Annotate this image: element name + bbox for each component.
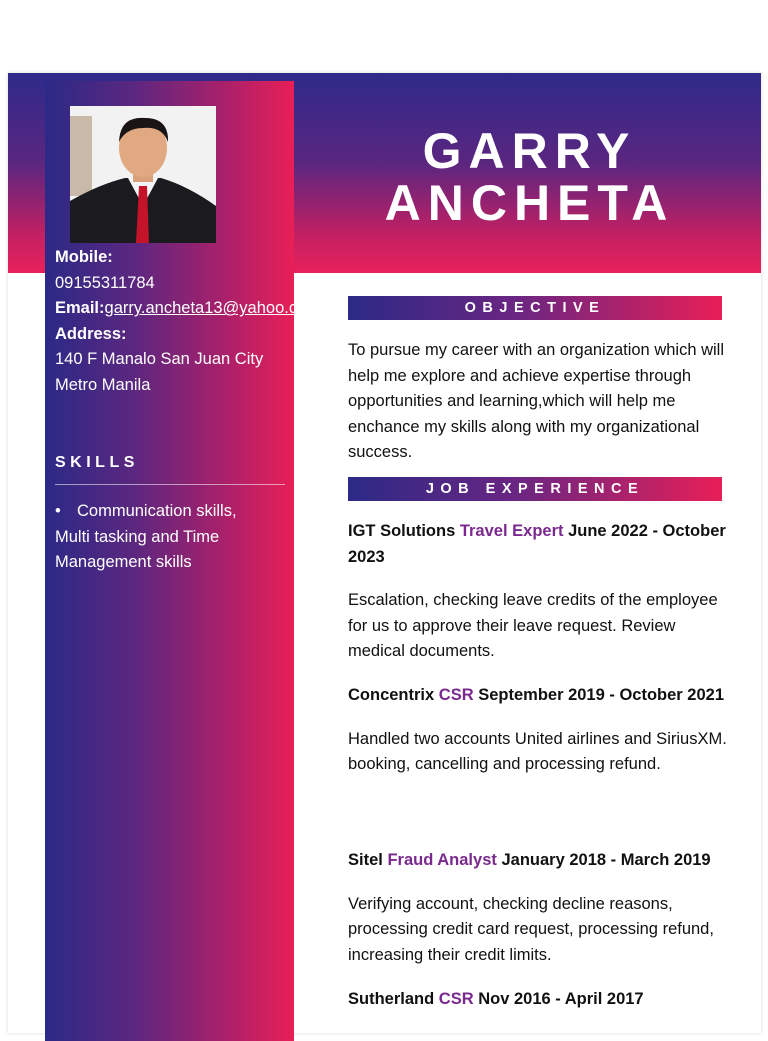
email-row bbox=[55, 296, 321, 322]
job-dates: January 2018 - March 2019 bbox=[501, 851, 711, 869]
objective-heading: OBJECTIVE bbox=[348, 296, 722, 320]
skills-item-text: Communication skills, bbox=[77, 502, 237, 520]
job-dates: Nov 2016 - April 2017 bbox=[478, 990, 644, 1008]
mobile-label: Mobile: bbox=[55, 248, 113, 266]
job-entry-4 bbox=[348, 987, 728, 1013]
skills-item-line-3: Management skills bbox=[55, 553, 192, 572]
job-header bbox=[348, 683, 728, 709]
mobile-number: 09155311784 bbox=[55, 273, 155, 292]
job-role: CSR bbox=[438, 990, 474, 1008]
job-entry-3 bbox=[348, 848, 728, 968]
job-experience-heading: JOB EXPERIENCE bbox=[348, 477, 722, 501]
job-description: Verifying account, checking decline reasons, processing credit card request, processing refund, increasing their credit limits. bbox=[348, 894, 714, 964]
job-company: IGT Solutions bbox=[348, 522, 456, 540]
email-label: Email: bbox=[55, 299, 105, 318]
job-header bbox=[348, 519, 728, 570]
job-company: Concentrix bbox=[348, 686, 435, 704]
candidate-name bbox=[298, 125, 761, 229]
skills-heading: SKILLS bbox=[55, 454, 139, 471]
bullet-icon: • bbox=[55, 502, 61, 520]
job-header bbox=[348, 987, 728, 1013]
job-company: Sitel bbox=[348, 851, 383, 869]
job-entry-2 bbox=[348, 683, 728, 778]
address-label: Address: bbox=[55, 324, 127, 343]
job-dates: June 2022 - October 2023 bbox=[348, 522, 726, 566]
skills-list bbox=[55, 499, 285, 576]
skills-item-line-1 bbox=[55, 499, 285, 525]
job-company: Sutherland bbox=[348, 990, 435, 1008]
email-link[interactable]: garry.ancheta13@yahoo.com bbox=[104, 299, 321, 318]
job-dates: September 2019 - October 2021 bbox=[478, 686, 725, 704]
last-name: ANCHETA bbox=[384, 175, 675, 231]
sidebar bbox=[45, 81, 321, 1041]
first-name: GARRY bbox=[422, 123, 637, 179]
contact-block bbox=[55, 245, 321, 399]
job-header bbox=[348, 848, 728, 874]
resume-sheet bbox=[8, 73, 761, 1033]
job-role: Travel Expert bbox=[459, 522, 564, 540]
job-description: Handled two accounts United airlines and SiriusXM. booking, cancelling and processing refund. bbox=[348, 729, 727, 774]
profile-photo bbox=[70, 106, 216, 243]
job-description: Escalation, checking leave credits of the employee for us to approve their leave request. Review medical documents. bbox=[348, 591, 718, 661]
address-line-2: Metro Manila bbox=[55, 375, 151, 394]
job-role: CSR bbox=[438, 686, 474, 704]
objective-text: To pursue my career with an organization which will help me explore and achieve expertise through opportunities and learning,which will help me enchance my skills along with my organizational success. bbox=[348, 341, 725, 462]
skills-divider bbox=[55, 484, 285, 485]
job-entry-1 bbox=[348, 519, 728, 665]
address-line-1: 140 F Manalo San Juan City bbox=[55, 350, 264, 369]
skills-item-line-2: Multi tasking and Time bbox=[55, 527, 220, 546]
job-role: Fraud Analyst bbox=[387, 851, 497, 869]
